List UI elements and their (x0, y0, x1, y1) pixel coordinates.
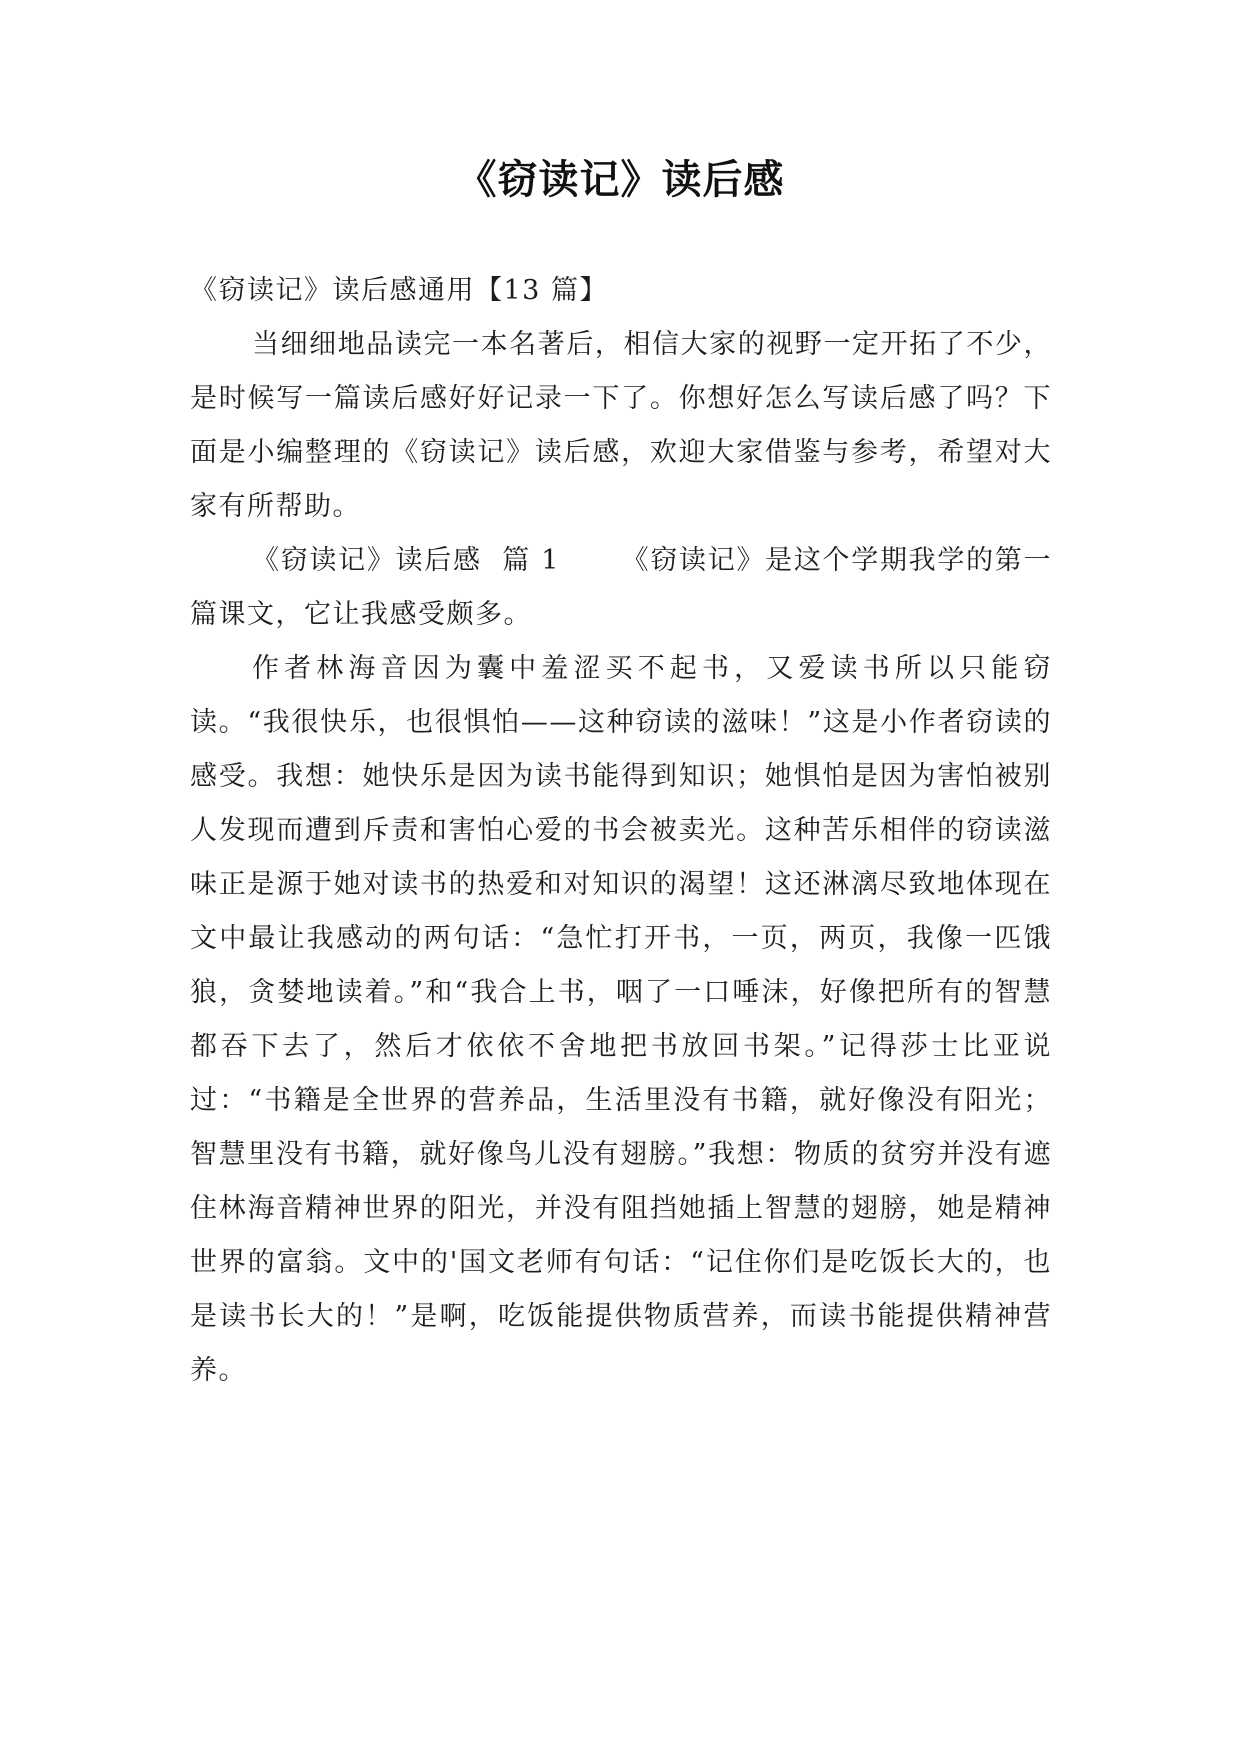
document-title: 《窃读记》读后感 (456, 157, 785, 203)
document-subtitle: 《窃读记》读后感通用【13 篇】 (190, 275, 608, 306)
essay-1-body-paragraph: 作者林海音因为囊中羞涩买不起书，又爱读书所以只能窃读。“我很快乐，也很惧怕——这种窃读的滋味！”这是小作者窃读的感受。我想：她快乐是因为读书能得到知识；她惧怕是因为害怕被别人发现而遭到斥责和害怕心爱的书会被卖光。这种苦乐相伴的窃读滋味正是源于她对读书的热爱和对知识的渴望！这还淋漓尽致地体现在文中最让我感动的两句话：“急忙打开书，一页，两页，我像一匹饿狼，贪婪地读着。”和“我合上书，咽了一口唾沫，好像把所有的智慧都吞下去了，然后才依依不舍地把书放回书架。”记得莎士比亚说过：“书籍是全世界的营养品，生活里没有书籍，就好像没有阳光；智慧里没有书籍，就好像鸟儿没有翅膀。”我想：物质的贫穷并没有遮住林海音精神世界的阳光，并没有阻挡她插上智慧的翅膀，她是精神世界的富翁。文中的'国文老师有句话：“记住你们是吃饭长大的，也是读书长大的！”是啊，吃饭能提供物质营养，而读书能提供精神营养。 (190, 653, 1052, 1386)
intro-paragraph: 当细细地品读完一本名著后，相信大家的视野一定开拓了不少，是时候写一篇读后感好好记录一下了。你想好怎么写读后感了吗？下面是小编整理的《窃读记》读后感，欢迎大家借鉴与参考，希望对大家有所帮助。 (190, 329, 1052, 522)
essay-1-heading-paragraph: 《窃读记》读后感 篇 1 《窃读记》是这个学期我学的第一篇课文，它让我感受颇多。 (190, 545, 1052, 630)
document-body (190, 264, 1052, 1398)
